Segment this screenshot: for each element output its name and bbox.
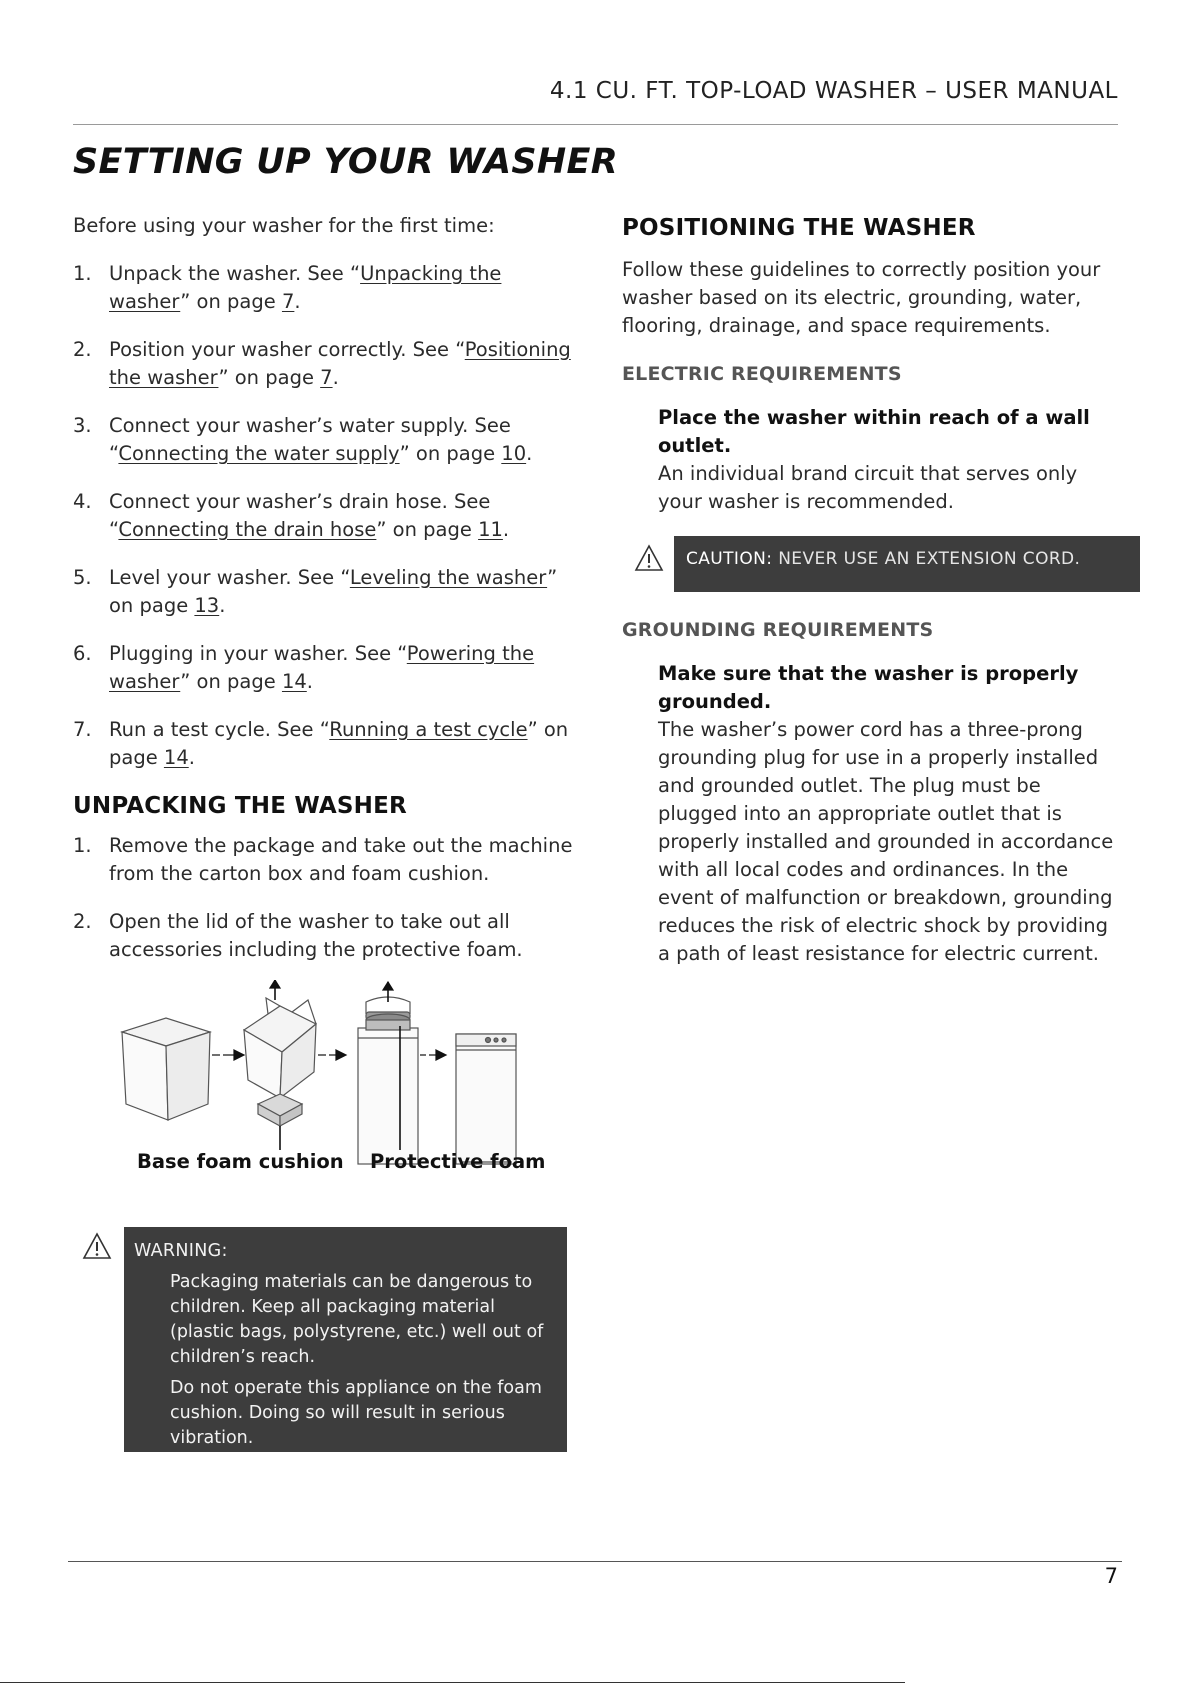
positioning-heading: POSITIONING THE WASHER xyxy=(622,215,976,241)
step-text: . xyxy=(219,594,226,617)
step-text: Open the lid of the washer to take out all accessories including the protective foam. xyxy=(109,910,523,961)
arrow-right-icon xyxy=(318,1050,346,1060)
grounding-requirements-heading: GROUNDING REQUIREMENTS xyxy=(622,619,934,641)
left-column xyxy=(73,212,573,984)
link-page[interactable]: 10 xyxy=(501,442,527,465)
caution-box xyxy=(674,536,1140,592)
warning-title: WARNING: xyxy=(134,1241,228,1261)
step-text: ” on page xyxy=(218,366,321,389)
arrow-right-icon xyxy=(420,1050,446,1060)
footer-rule xyxy=(68,1561,1122,1562)
step-text: Plugging in your washer. See “ xyxy=(109,642,407,665)
step-text: . xyxy=(526,442,533,465)
unpacking-heading: UNPACKING THE WASHER xyxy=(73,793,407,819)
step-text: . xyxy=(332,366,339,389)
step-number: 1. xyxy=(73,834,92,857)
link-unpacking-the-washer[interactable]: Unpacking the washer xyxy=(109,262,502,313)
step-text: Connect your washer’s water supply. See “ xyxy=(109,414,511,465)
step-number: 4. xyxy=(73,490,92,513)
link-page[interactable]: 14 xyxy=(281,670,307,693)
running-header: 4.1 CU. FT. TOP-LOAD WASHER – USER MANUAL xyxy=(549,78,1118,104)
bottom-edge-rule xyxy=(0,1682,905,1683)
link-positioning-the-washer[interactable]: Positioning the washer xyxy=(109,338,571,389)
step-text: ” on page xyxy=(399,442,502,465)
step-text: . xyxy=(188,746,195,769)
electric-text: An individual brand circuit that serves only your washer is recommended. xyxy=(658,462,1078,513)
caution-triangle-icon xyxy=(634,544,664,572)
step-number: 5. xyxy=(73,566,92,589)
link-leveling-the-washer[interactable]: Leveling the washer xyxy=(349,566,548,589)
positioning-intro: Follow these guidelines to correctly position your washer based on its electric, grounding, water, flooring, drainage, and space requirements. xyxy=(622,258,1101,337)
grounding-requirements-body xyxy=(622,660,1122,968)
electric-strong-text: Place the washer within reach of a wall outlet. xyxy=(658,406,1090,457)
setup-steps-list xyxy=(73,260,573,772)
carton-open-icon xyxy=(244,980,316,1126)
step-text: . xyxy=(502,518,510,541)
label-protective-foam: Protective foam xyxy=(370,1150,546,1173)
link-page[interactable]: 13 xyxy=(194,594,220,617)
link-page[interactable]: 14 xyxy=(163,746,189,769)
link-page[interactable]: 7 xyxy=(281,290,295,313)
setup-step xyxy=(73,336,573,392)
setup-step xyxy=(73,488,573,544)
caution-label: CAUTION: xyxy=(686,549,773,569)
link-connecting-the-drain-hose[interactable]: Connecting the drain hose xyxy=(118,518,377,541)
grounding-text: The washer’s power cord has a three-prong grounding plug for use in a properly installed and grounded outlet. The plug must be plugged into an appropriate outlet that is properly installed and grounded in accordance with all local codes and ordinances. In the event of malfunction or breakdown, grounding reduces the risk of electric shock by providing a path of least resistance for electric current. xyxy=(658,718,1114,965)
setup-step xyxy=(73,716,573,772)
label-base-foam-cushion: Base foam cushion xyxy=(137,1150,344,1173)
carton-closed-icon xyxy=(122,1018,210,1120)
step-text: ” on page xyxy=(180,290,282,313)
step-text: . xyxy=(306,670,313,693)
link-running-a-test-cycle[interactable]: Running a test cycle xyxy=(329,718,528,741)
step-text: . xyxy=(294,290,301,313)
step-text: Unpack the washer. See “ xyxy=(109,262,361,285)
step-text: ” on page xyxy=(180,670,282,693)
step-number: 3. xyxy=(73,414,92,437)
setup-intro: Before using your washer for the first time: xyxy=(73,214,495,237)
step-text: Remove the package and take out the machine from the carton box and foam cushion. xyxy=(109,834,573,885)
electric-requirements-heading: ELECTRIC REQUIREMENTS xyxy=(622,363,902,385)
arrow-right-icon xyxy=(212,1050,244,1060)
step-number: 1. xyxy=(73,262,92,285)
link-page[interactable]: 11 xyxy=(478,518,503,541)
step-text: Connect your washer’s drain hose. See “ xyxy=(109,490,491,541)
right-column xyxy=(622,212,1122,968)
link-powering-the-washer[interactable]: Powering the washer xyxy=(109,642,535,693)
warning-paragraph: Do not operate this appliance on the foam cushion. Doing so will result in serious vibration. xyxy=(170,1378,542,1448)
unpacking-step xyxy=(73,908,573,964)
step-text: Position your washer correctly. See “ xyxy=(109,338,465,361)
page-title: SETTING UP YOUR WASHER xyxy=(73,142,618,182)
setup-step xyxy=(73,412,573,468)
caution-row xyxy=(622,536,1122,592)
setup-step xyxy=(73,260,573,316)
step-text: ” on page xyxy=(109,566,558,617)
electric-requirements-body xyxy=(622,404,1122,516)
step-text: Run a test cycle. See “ xyxy=(109,718,330,741)
setup-step xyxy=(73,640,573,696)
link-connecting-the-water-supply[interactable]: Connecting the water supply xyxy=(118,442,400,465)
page-number: 7 xyxy=(1104,1564,1118,1588)
setup-step xyxy=(73,564,573,620)
step-number: 7. xyxy=(73,718,92,741)
caution-text: NEVER USE AN EXTENSION CORD. xyxy=(778,549,1081,569)
unpacking-steps-list xyxy=(73,832,573,964)
grounding-strong-text: Make sure that the washer is properly grounded. xyxy=(658,662,1079,713)
washer-with-foam-icon xyxy=(358,982,418,1164)
warning-paragraph: Packaging materials can be dangerous to children. Keep all packaging material (plastic bags, polystyrene, etc.) well out of children’s reach. xyxy=(170,1272,544,1367)
step-text: Level your washer. See “ xyxy=(109,566,350,589)
step-number: 6. xyxy=(73,642,92,665)
step-number: 2. xyxy=(73,338,92,361)
header-rule xyxy=(73,124,1118,125)
link-page[interactable]: 7 xyxy=(320,366,333,389)
unpacking-step xyxy=(73,832,573,888)
warning-box xyxy=(124,1227,567,1452)
step-text: ” on page xyxy=(109,718,569,769)
step-number: 2. xyxy=(73,910,92,933)
warning-triangle-icon xyxy=(82,1232,112,1260)
washer-icon xyxy=(456,1034,516,1164)
step-text: ” on page xyxy=(376,518,479,541)
